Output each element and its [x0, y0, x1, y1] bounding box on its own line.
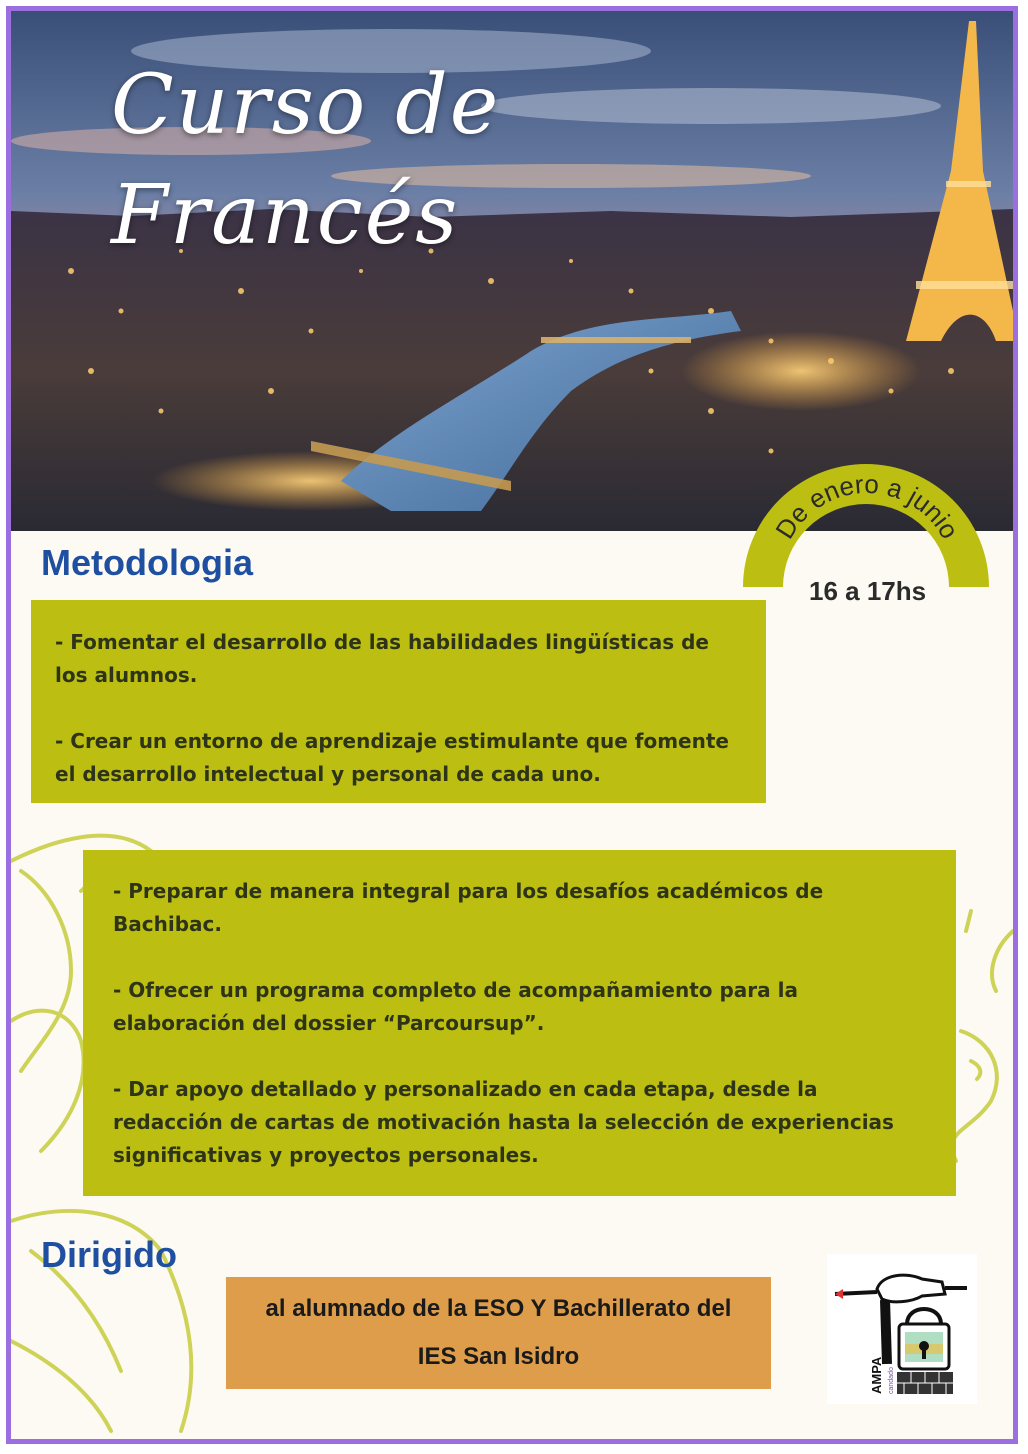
poster — [6, 6, 1018, 1444]
methodology-box-2 — [83, 850, 956, 1196]
course-title: Curso de Francés — [111, 58, 501, 263]
methodology-item: - Preparar de manera integral para los desafíos académicos de Bachibac. — [113, 879, 824, 936]
schedule-hours: 16 a 17hs — [809, 576, 927, 606]
methodology-item: - Fomentar el desarrollo de las habilidades lingüísticas de los alumnos. — [55, 630, 709, 687]
audience-line-2: IES San Isidro — [417, 1343, 580, 1370]
methodology-item: - Ofrecer un programa completo de acompañamiento para la elaboración del dossier “Parcoursup”. — [113, 978, 798, 1035]
logo-text-sub: candado — [888, 1367, 895, 1394]
metodologia-heading: Metodologia — [41, 542, 253, 583]
schedule-months: De enero a junio — [769, 468, 965, 544]
methodology-item: - Crear un entorno de aprendizaje estimulante que fomente el desarrollo intelectual y personal de cada uno. — [55, 729, 729, 786]
logo-text-main: AMPA — [869, 1356, 884, 1394]
audience-box — [226, 1277, 771, 1389]
methodology-box-1 — [31, 600, 766, 803]
dirigido-heading: Dirigido — [41, 1234, 177, 1275]
ampa-logo — [827, 1254, 977, 1404]
methodology-item: - Dar apoyo detallado y personalizado en cada etapa, desde la redacción de cartas de motivación hasta la selección de experiencias significativas y proyectos personales. — [113, 1077, 894, 1167]
audience-line-1: al alumnado de la ESO Y Bachillerato del — [265, 1295, 732, 1322]
schedule-arc — [741, 459, 991, 594]
